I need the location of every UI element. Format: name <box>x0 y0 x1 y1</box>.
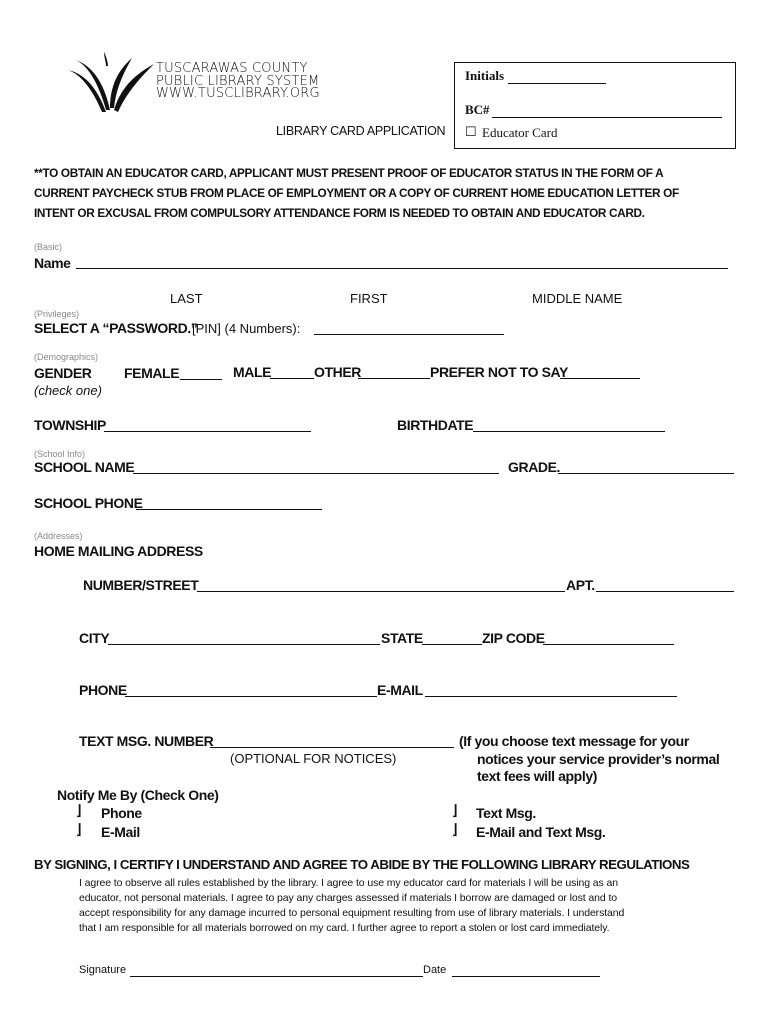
date-field[interactable] <box>452 976 600 977</box>
text-msg-label: TEXT MSG. NUMBER <box>79 733 214 749</box>
text-msg-note-2: notices your service provider’s normal <box>477 751 720 767</box>
notify-email-checkbox[interactable]: ⌋ <box>76 821 82 837</box>
phone-field[interactable] <box>125 696 377 697</box>
library-logo <box>66 52 158 116</box>
apt-field[interactable] <box>596 591 734 592</box>
text-msg-field[interactable] <box>210 747 454 748</box>
bc-label: BC# <box>465 102 490 117</box>
notify-email-label: E-Mail <box>101 824 140 840</box>
notice-line-2: CURRENT PAYCHECK STUB FROM PLACE OF EMPLOYMENT OR A COPY OF CURRENT HOME EDUCATION LETTER OF <box>34 186 679 200</box>
initials-label: Initials <box>465 68 505 83</box>
township-field[interactable] <box>104 431 311 432</box>
apt-label: APT. <box>566 577 595 593</box>
school-phone-label: SCHOOL PHONE <box>34 495 143 511</box>
gender-prefer-not-field[interactable] <box>560 378 640 379</box>
notice-line-1: **TO OBTAIN AN EDUCATOR CARD, APPLICANT MUST PRESENT PROOF OF EDUCATOR STATUS IN THE FORM OF A <box>34 166 664 180</box>
form-title: LIBRARY CARD APPLICATION <box>276 124 446 138</box>
gender-other-label: OTHER <box>314 364 362 380</box>
school-name-label: SCHOOL NAME <box>34 459 135 475</box>
city-field[interactable] <box>108 644 380 645</box>
email-label: E-MAIL <box>377 682 423 698</box>
notice-line-3: INTENT OR EXCUSAL FROM COMPULSORY ATTENDANCE FORM IS NEEDED TO OBTAIN AND EDUCATOR CARD. <box>34 206 645 220</box>
logo-line-3: WWW.TUSCLIBRARY.ORG <box>156 86 320 101</box>
birthdate-label: BIRTHDATE <box>397 417 474 433</box>
gender-male-label: MALE <box>233 364 272 380</box>
text-msg-note-3: text fees will apply) <box>477 768 597 784</box>
name-first-caption: FIRST <box>350 291 388 306</box>
gender-female-field[interactable] <box>180 379 222 380</box>
bc-field[interactable] <box>492 117 722 118</box>
notify-phone-checkbox[interactable]: ⌋ <box>76 802 82 818</box>
number-street-label: NUMBER/STREET <box>83 577 199 593</box>
section-basic: (Basic) <box>34 242 63 252</box>
name-field[interactable] <box>76 268 728 269</box>
gender-label: GENDER <box>34 365 92 381</box>
agreement-line-4: that I am responsible for all materials borrowed on my card. I further agree to report a stolen or lost card immediately. <box>79 922 610 934</box>
grade-field[interactable] <box>558 473 734 474</box>
name-last-caption: LAST <box>170 291 203 306</box>
state-field[interactable] <box>422 644 482 645</box>
school-name-field[interactable] <box>133 473 499 474</box>
notify-phone-label: Phone <box>101 805 142 821</box>
password-field[interactable] <box>314 334 504 335</box>
educator-card-checkbox[interactable]: ☐ <box>465 124 477 139</box>
agreement-line-2: educator, not personal materials. I agree to pay any charges assessed if materials I borrow are damaged or lost and to <box>79 892 618 904</box>
notify-label: Notify Me By (Check One) <box>57 787 219 803</box>
city-label: CITY <box>79 630 110 646</box>
grade-label: GRADE. <box>508 459 561 475</box>
state-label: STATE <box>381 630 423 646</box>
home-mailing-address-label: HOME MAILING ADDRESS <box>34 543 203 559</box>
section-school-info: (School Info) <box>34 449 86 459</box>
section-addresses: (Addresses) <box>34 531 83 541</box>
zip-field[interactable] <box>543 644 674 645</box>
password-label: SELECT A “PASSWORD.” <box>34 320 198 336</box>
educator-notice <box>34 163 679 223</box>
gender-other-field[interactable] <box>358 378 430 379</box>
agreement-text <box>79 876 624 936</box>
school-phone-field[interactable] <box>136 509 322 510</box>
gender-check-one: (check one) <box>34 383 102 398</box>
zip-label: ZIP CODE <box>482 630 545 646</box>
agreement-line-1: I agree to observe all rules established by the library. I agree to use my educator card for materials I will be using as an <box>79 877 618 889</box>
phone-label: PHONE <box>79 682 127 698</box>
gender-male-field[interactable] <box>270 378 314 379</box>
email-field[interactable] <box>425 696 677 697</box>
notify-email-text-label: E-Mail and Text Msg. <box>476 824 606 840</box>
logo-text <box>156 63 320 101</box>
notify-email-text-checkbox[interactable]: ⌋ <box>452 821 458 837</box>
password-hint: [PIN] (4 Numbers): <box>192 321 301 336</box>
date-label: Date <box>423 964 447 976</box>
township-label: TOWNSHIP <box>34 417 106 433</box>
section-privileges: (Privileges) <box>34 309 80 319</box>
logo-line-2: PUBLIC LIBRARY SYSTEM <box>156 73 320 89</box>
number-street-field[interactable] <box>197 591 565 592</box>
name-label: Name <box>34 255 71 271</box>
signature-label: Signature <box>79 964 127 976</box>
agreement-heading: BY SIGNING, I CERTIFY I UNDERSTAND AND AGREE TO ABIDE BY THE FOLLOWING LIBRARY REGULATIONS <box>34 857 690 872</box>
birthdate-field[interactable] <box>473 431 665 432</box>
agreement-line-3: accept responsibility for any damage incurred to personal equipment resulting from use of library materials. I understand <box>79 907 625 919</box>
notify-text-label: Text Msg. <box>476 805 536 821</box>
logo-line-1: TUSCARAWAS COUNTY <box>156 61 308 76</box>
notify-text-checkbox[interactable]: ⌋ <box>452 802 458 818</box>
section-demographics: (Demographics) <box>34 352 99 362</box>
text-msg-note-1: (If you choose text message for your <box>459 733 689 749</box>
gender-prefer-not-label: PREFER NOT TO SAY <box>430 364 568 380</box>
initials-field[interactable] <box>508 83 606 84</box>
educator-card-label: Educator Card <box>482 125 558 140</box>
name-middle-caption: MIDDLE NAME <box>532 291 623 306</box>
signature-field[interactable] <box>130 976 423 977</box>
gender-female-label: FEMALE <box>124 365 180 381</box>
text-msg-optional: (OPTIONAL FOR NOTICES) <box>230 751 397 766</box>
